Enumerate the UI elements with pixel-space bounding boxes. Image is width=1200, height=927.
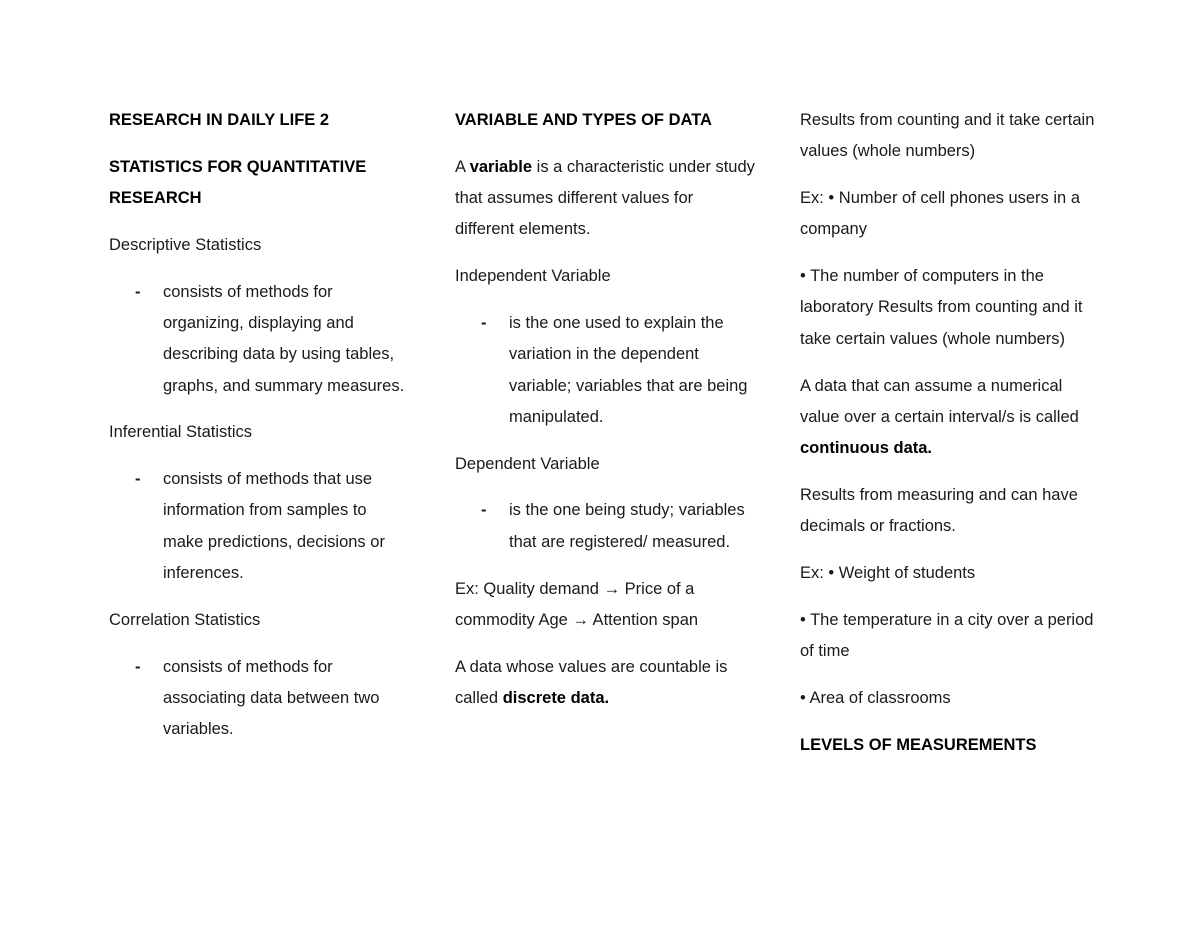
list-item-dependent	[455, 495, 755, 558]
list-item-independent	[455, 308, 755, 433]
definition-descriptive: consists of methods for organizing, displaying and describing data by using tables, graphs, and summary measures.	[163, 282, 405, 395]
paragraph-counting: Results from counting and it take certain values (whole numbers)	[800, 111, 1095, 161]
definition-inferential: consists of methods that use information from samples to make predictions, decisions or inferences.	[163, 470, 385, 583]
bullet-dash: -	[135, 470, 141, 489]
definition-independent: is the one used to explain the variation in the dependent variable; variables that are being manipulated.	[509, 313, 748, 426]
column-right	[800, 105, 1100, 777]
column-middle	[455, 105, 755, 730]
column-left	[109, 105, 409, 761]
section-heading-levels: LEVELS OF MEASUREMENTS	[800, 735, 1037, 754]
paragraph-example-variables: Ex: Quality demand → Price of a commodity Age → Attention span	[455, 579, 699, 629]
paragraph-example-weight: Ex: • Weight of students	[800, 564, 976, 583]
bullet-dash: -	[481, 313, 487, 332]
definition-dependent: is the one being study; variables that are registered/ measured.	[509, 501, 745, 551]
bullet-dash: -	[481, 501, 487, 520]
bullet-dash: -	[135, 282, 141, 301]
text-fragment: A data whose values are countable is called	[455, 657, 728, 707]
paragraph-discrete-data	[455, 652, 755, 715]
paragraph-example-area: • Area of classrooms	[800, 688, 951, 707]
term-dependent-variable: Dependent Variable	[455, 454, 600, 473]
section-heading-statistics: STATISTICS FOR QUANTITATIVE RESEARCH	[109, 157, 367, 208]
paragraph-example-computers: • The number of computers in the laboratory Results from counting and it take certain values (whole numbers)	[800, 267, 1083, 348]
bullet-dash: -	[135, 657, 141, 676]
paragraph-measuring: Results from measuring and can have decimals or fractions.	[800, 485, 1078, 536]
text-fragment: A data that can assume a numerical value over a certain interval/s is called	[800, 376, 1079, 426]
term-inferential-statistics: Inferential Statistics	[109, 423, 253, 442]
text-fragment: is a characteristic under study that assumes different values for different elements.	[455, 157, 755, 239]
list-item-correlation	[109, 652, 409, 746]
term-independent-variable: Independent Variable	[455, 267, 611, 286]
list-item-descriptive	[109, 277, 409, 402]
term-descriptive-statistics: Descriptive Statistics	[109, 235, 262, 254]
paragraph-variable-definition	[455, 152, 755, 246]
text-fragment: A	[455, 157, 470, 176]
bold-term-discrete: discrete data.	[502, 688, 610, 707]
list-item-inferential	[109, 464, 409, 589]
bold-term-variable: variable	[469, 157, 533, 176]
paragraph-continuous-data	[800, 371, 1100, 465]
document-title: RESEARCH IN DAILY LIFE 2	[109, 111, 330, 129]
paragraph-example-phones: Ex: • Number of cell phones users in a company	[800, 189, 1080, 239]
section-heading-variables: VARIABLE AND TYPES OF DATA	[455, 111, 712, 129]
definition-correlation: consists of methods for associating data between two variables.	[163, 657, 380, 739]
term-correlation-statistics: Correlation Statistics	[109, 610, 261, 629]
paragraph-example-temperature: • The temperature in a city over a period of time	[800, 610, 1094, 661]
bold-term-continuous: continuous data.	[800, 439, 932, 458]
